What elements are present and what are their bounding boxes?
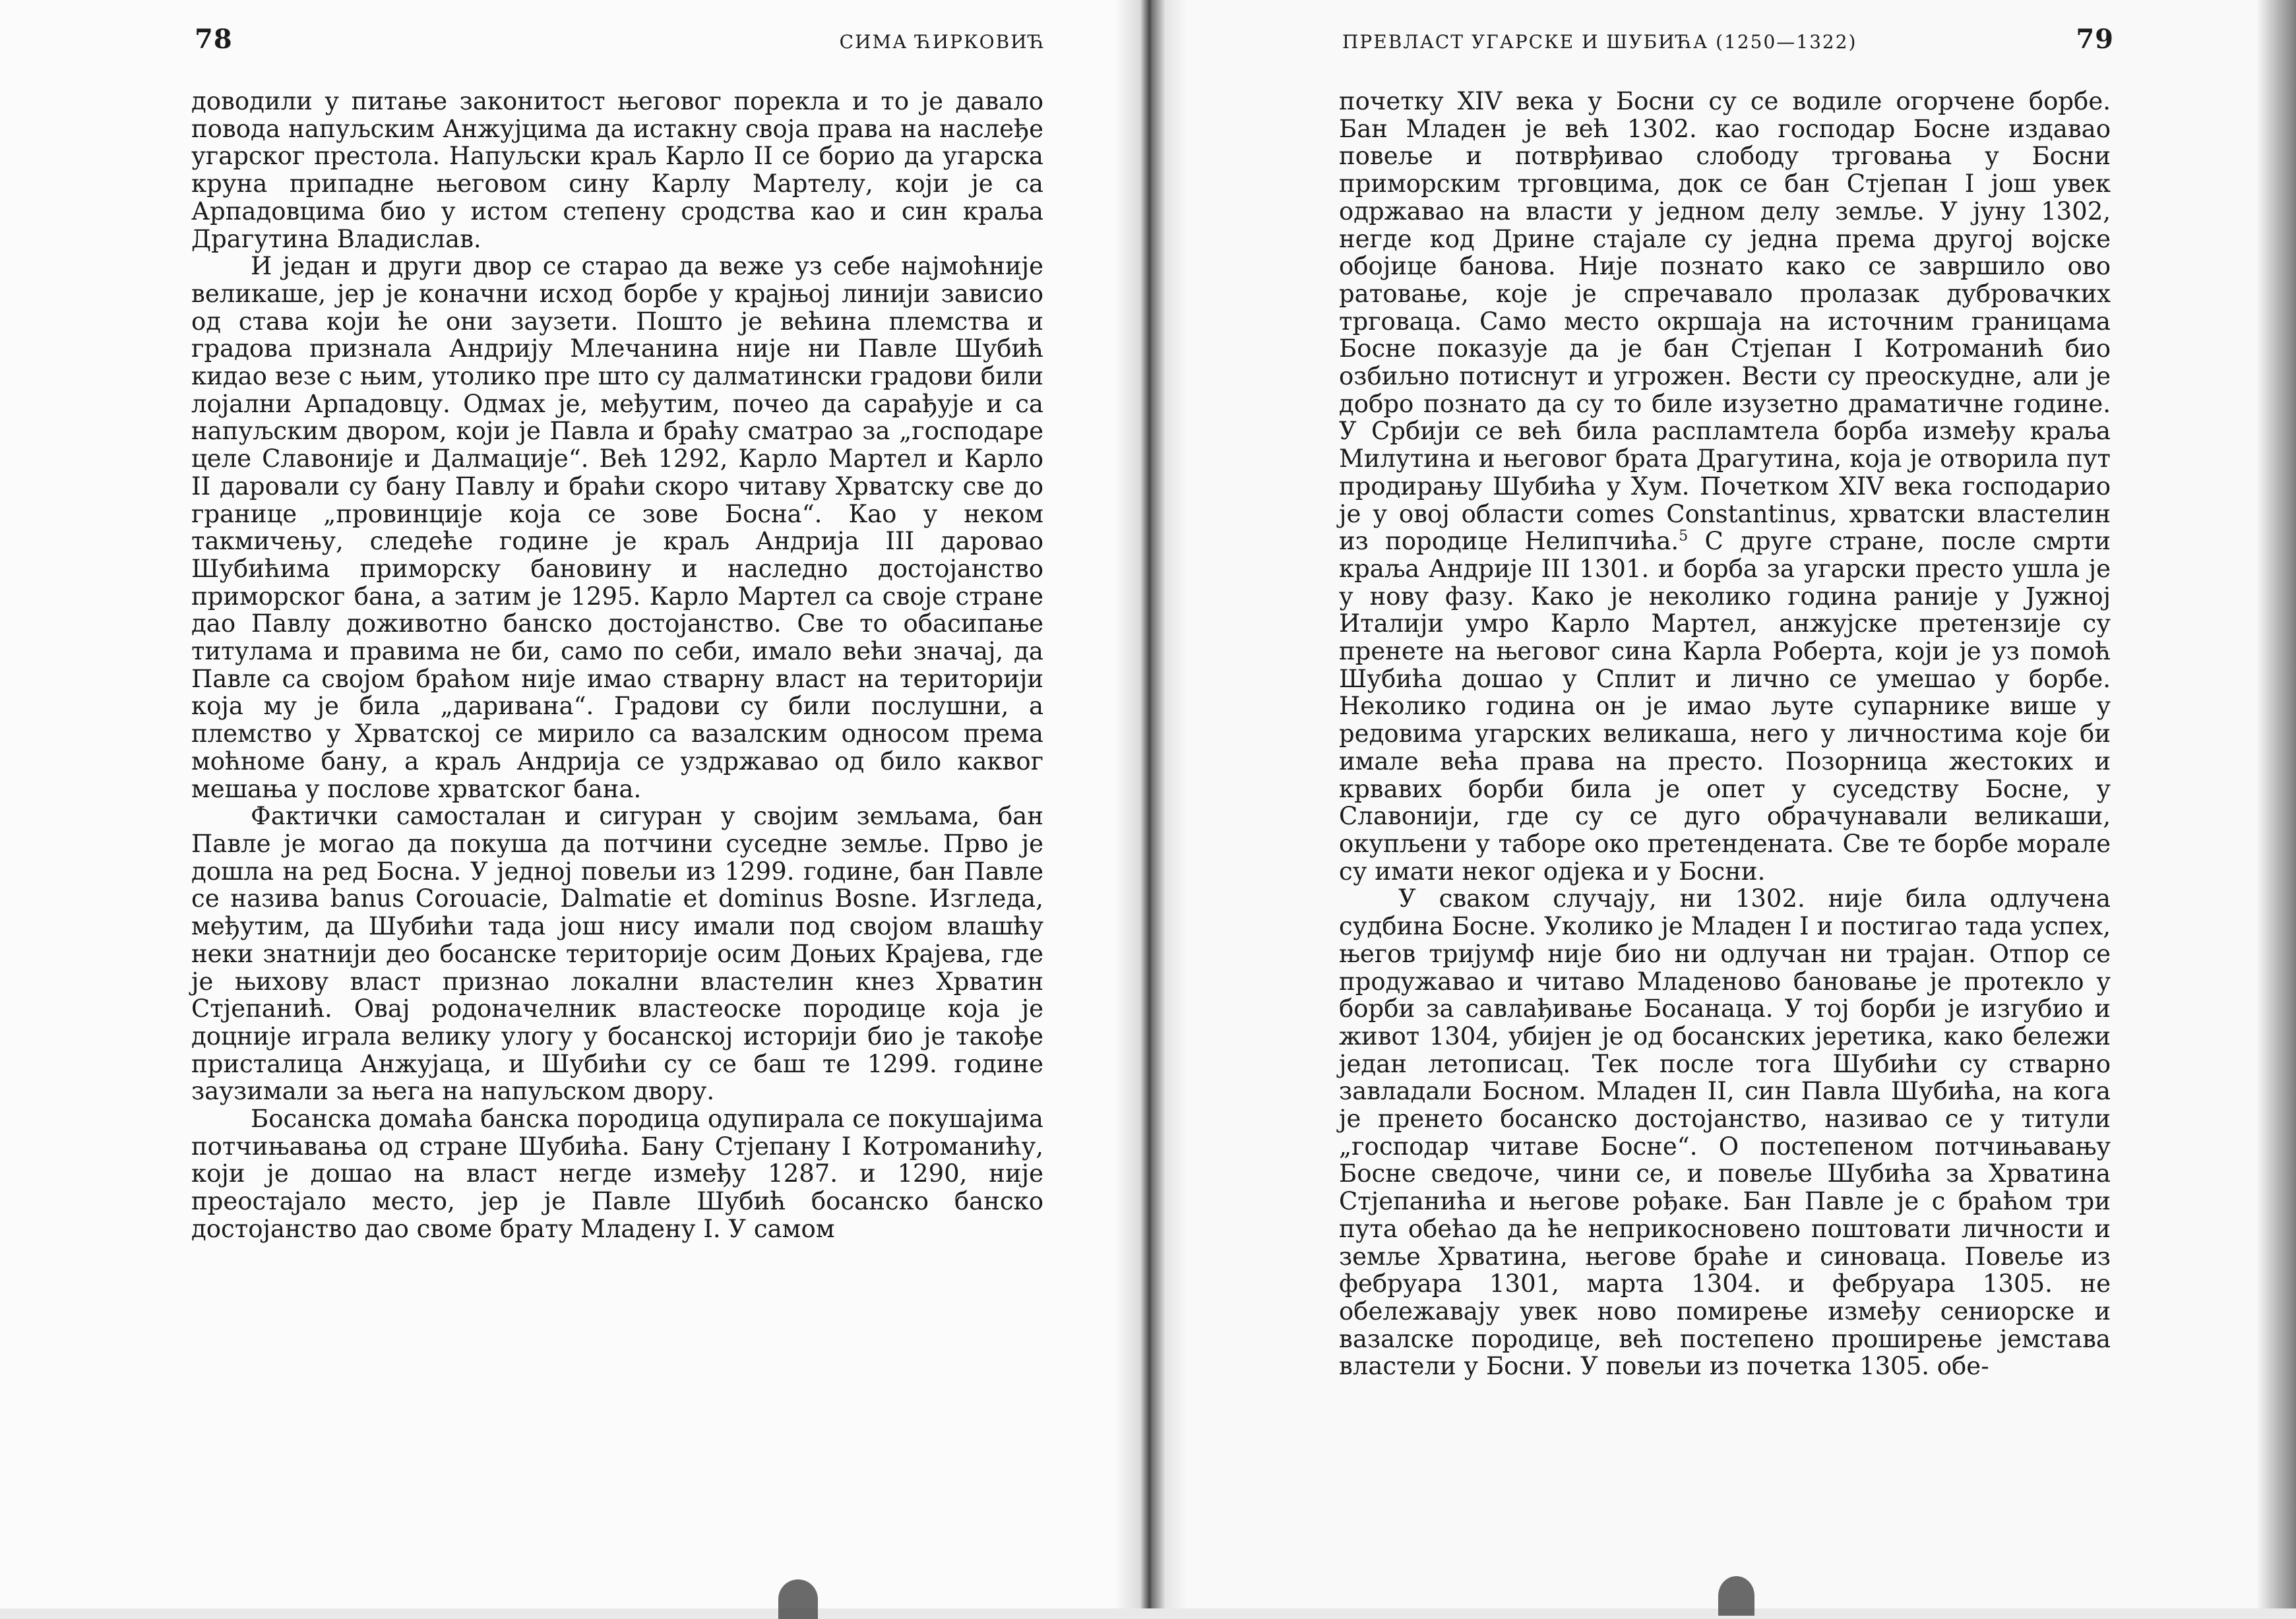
right-paragraph-1 <box>1339 88 2111 885</box>
left-page-number: 78 <box>195 24 233 55</box>
left-running-head: СИМА ЋИРКОВИЋ <box>839 31 1045 53</box>
book-gutter-shadow <box>1115 0 1187 1608</box>
thumb-shadow-left <box>778 1579 818 1619</box>
footnote-marker: 5 <box>1679 528 1689 545</box>
thumb-shadow-right <box>1718 1576 1754 1616</box>
right-page-header <box>1342 24 2114 57</box>
right-running-head: ПРЕВЛАСТ УГАРСКЕ И ШУБИЋА (1250—1322) <box>1342 31 1857 53</box>
left-paragraph-4: Босанска домаћа банска породица одупирала се покушајима потчињавања од стране Шубића. Бану Стјепану I Котроманићу, који је дошао на власт негде између 1287. и 1290, није преостајало место, јер је Павле Шубић босанско банско достојанство дао своме брату Младену I. У самом <box>191 1105 1043 1243</box>
left-paragraph-1: доводили у питање законитост његовог порекла и то је давало повода напуљским Анжујцима да истакну своја права на наслеђе угарског престола. Напуљски краљ Карло II се борио да угарска круна припадне његовом сину Карлу Мартелу, који је са Арпадовцима био у истом степену сродства као и син краља Драгутина Владислав. <box>191 87 1043 253</box>
page-edge-shadow <box>2256 0 2296 1608</box>
right-paragraph-1-cont: С друге стране, после смрти краља Андрије III 1301. и борба за угарски престо ушла је у нову фазу. Како је неколико година раније у Јужној Италији умро Карло Мартел, анжујске претензије су пренете на његовог сина Карла Роберта, који је уз помоћ Шубића дошао у Сплит и лично се умешао у борбе. Неколико година он је имао љуте супарнике више у редовима угарских великаша, него у личностима које би имале већа права на престо. Позорница жестоких и крвавих борби била је опет у суседству Босне, у Славонији, где су се дуго обрачунавали великаши, окупљени у таборе око претендената. Све те борбе морале су имати неког одјека и у Босни. <box>1339 527 2111 886</box>
right-page-body <box>1339 88 2111 1380</box>
right-paragraph-1-text: почетку XIV века у Босни су се водиле огорчене борбе. Бан Младен је већ 1302. као господар Босне издавао повеље и потврђивао слободу трговања у Босни приморским трговцима, док се бан Стјепан I још увек одржавао на власти у једном делу земље. У јуну 1302, негде код Дрине стајале су једна према другој војске обојице банова. Није познато како се завршило ово ратовање, које је спречавало пролазак дубровачких трговаца. Само место окршаја на источним границама Босне показује да је бан Стјепан I Котроманић био озбиљно потиснут и угрожен. Вести су преоскудне, али је добро познато да су то биле изузетно драматичне године. У Србији се већ била распламтела борба између краља Милутина и његовог брата Драгутина, која је отворила пут продирању Шубића у Хум. Почетком XIV века господарио је у овој области comes Constantinus, хрватски властелин из породице Нелипчића. <box>1339 87 2111 556</box>
right-page <box>1148 0 2296 1608</box>
right-page-number: 79 <box>2076 24 2114 55</box>
left-paragraph-2: И један и други двор се старао да веже уз себе најмоћније великаше, јер је коначни исход борбе у крајњој линији зависио од става који ће они заузети. Пошто је већина племства и градова признала Андрију Млечанина није ни Павле Шубић кидао везе с њим, утолико пре што су далматински градови били лојални Арпадовцу. Одмах је, међутим, почео да сарађује и са напуљским двором, који је Павла и браћу сматрао за „господаре целе Славоније и Далмације“. Већ 1292, Карло Мартел и Карло II даровали су бану Павлу и браћи скоро читаву Хрватску све до границе „провинције која се зове Босна“. Као у неком такмичењу, следеће године је краљ Андрија III даровао Шубићима приморску бановину и наследно достојанство приморског бана, а затим је 1295. Карло Мартел са своје стране дао Павлу доживотно банско достојанство. Све то обасипање титулама и правима не би, само по себи, имало већи значај, да Павле са својом браћом није имао стварну власт на територији која му је била „даривана“. Градови су били послушни, а племство у Хрватској се мирило са вазалским односом према моћноме бану, а краљ Андрија се уздржавао од било каквог мешања у послове хрватског бана. <box>191 252 1043 803</box>
left-page-body <box>191 88 1043 1243</box>
left-page <box>0 0 1148 1608</box>
right-paragraph-2: У сваком случају, ни 1302. није била одлучена судбина Босне. Уколико је Младен I и постигао тада успех, његов тријумф није био ни одлучан ни трајан. Отпор се продужавао и читаво Младеново бановање је протекло у борби за савлађивање Босанаца. У тој борби је изгубио и живот 1304, убијен је од босанских јеретика, како бележи један летописац. Тек после тога Шубићи су стварно завладали Босном. Младен II, син Павла Шубића, на кога је пренето босанско достојанство, називао се у титули „господар читаве Босне“. О постепеном потчињавању Босне сведоче, чини се, и повеље Шубића за Хрватина Стјепанића и његове рођаке. Бан Павле је с браћом три пута обећао да ће неприкосновено поштовати личности и земље Хрватина, његове браће и синоваца. Повеље из фебруара 1301, марта 1304. и фебруара 1305. не обележавају увек ново помирење између сениорске и вазалске породице, већ постепено проширење јемстава властели у Босни. У повељи из почетка 1305. обе- <box>1339 884 2111 1381</box>
left-paragraph-3: Фактички самосталан и сигуран у својим земљама, бан Павле је могао да покуша да потчини суседне земље. Прво је дошла на ред Босна. У једној повељи из 1299. године, бан Павле се назива banus Corouacie, Dalmatie et dominus Bosne. Изгледа, међутим, да Шубићи тада још нису имали под својом влашћу неки знатнији део босанске територије осим Доњих Крајева, где је њихову власт признао локални властелин кнез Хрватин Стјепанић. Овај родоначелник властеоске породице која је доцније играла велику улогу у босанској историји био је такође присталица Анжујаца, и Шубићи су се баш те 1299. године заузимали за њега на напуљском двору. <box>191 802 1043 1106</box>
left-page-header <box>195 24 1045 57</box>
